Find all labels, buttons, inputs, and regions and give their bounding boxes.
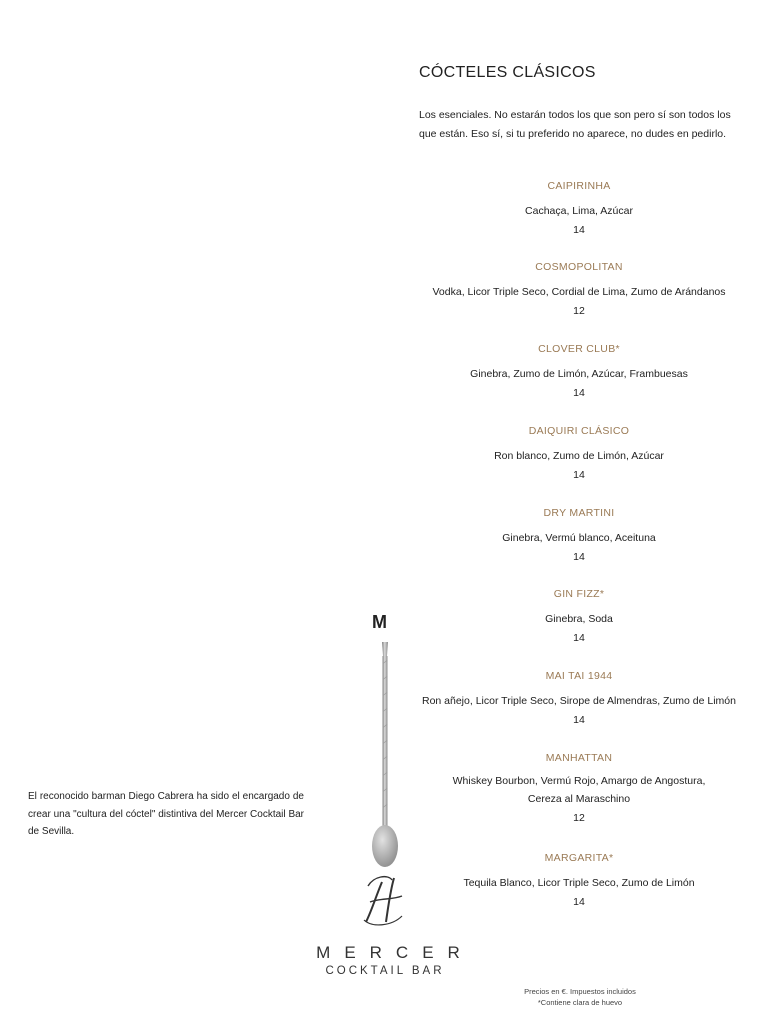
menu-item bbox=[410, 425, 748, 481]
prices-note: Precios en €. Impuestos incluidos bbox=[524, 987, 636, 996]
cocktail-price: 14 bbox=[573, 714, 585, 726]
cocktail-name: GIN FIZZ* bbox=[553, 588, 605, 600]
menu-item bbox=[410, 670, 748, 726]
cocktail-name: MARGARITA* bbox=[544, 852, 614, 864]
cocktail-name: DRY MARTINI bbox=[543, 507, 615, 519]
cocktail-price: 14 bbox=[573, 387, 585, 399]
cocktail-price: 14 bbox=[573, 551, 585, 563]
menu-item bbox=[410, 180, 748, 236]
egg-note: *Contiene clara de huevo bbox=[537, 998, 623, 1007]
cocktail-name: CAIPIRINHA bbox=[547, 180, 611, 192]
monogram-logo bbox=[358, 872, 408, 933]
cocktail-name: MANHATTAN bbox=[545, 752, 613, 764]
menu-item bbox=[410, 343, 748, 399]
cocktail-ingredients: Ron blanco, Zumo de Limón, Azúcar bbox=[494, 450, 664, 462]
cocktail-ingredients: Ron añejo, Licor Triple Seco, Sirope de Almendras, Zumo de Limón bbox=[421, 695, 736, 707]
section-intro: Los esenciales. No estarán todos los que son pero sí son todos los que están. Eso sí, si tu preferido no aparece, no dudes en pedirlo. bbox=[419, 109, 731, 140]
menu-item bbox=[410, 261, 748, 317]
cocktail-ingredients: Cachaça, Lima, Azúcar bbox=[525, 205, 633, 217]
section-title: CÓCTELES CLÁSICOS bbox=[419, 64, 596, 81]
menu-item bbox=[410, 852, 748, 908]
cocktail-price: 14 bbox=[573, 896, 585, 908]
menu-item bbox=[410, 752, 748, 824]
cocktail-ingredients: Ginebra, Zumo de Limón, Azúcar, Frambuesas bbox=[470, 368, 688, 380]
cocktail-price: 14 bbox=[573, 469, 585, 481]
cocktail-price: 14 bbox=[573, 632, 585, 644]
cocktail-ingredients: Vodka, Licor Triple Seco, Cordial de Lima, Zumo de Arándanos bbox=[432, 286, 726, 298]
brand-name: MERCER bbox=[316, 943, 474, 962]
logo-letter: M bbox=[372, 612, 387, 632]
cocktail-name: COSMOPOLITAN bbox=[535, 261, 623, 273]
cocktail-price: 12 bbox=[573, 305, 585, 317]
cocktail-ingredients: Ginebra, Soda bbox=[545, 613, 613, 625]
cocktail-ingredients: Tequila Blanco, Licor Triple Seco, Zumo de Limón bbox=[463, 877, 695, 889]
cocktail-ingredients: Ginebra, Vermú blanco, Aceituna bbox=[502, 532, 656, 544]
side-note: El reconocido barman Diego Cabrera ha sido el encargado de crear una "cultura del cóctel" distintiva del Mercer Cocktail Bar de Sevilla. bbox=[28, 791, 304, 837]
cocktail-price: 12 bbox=[573, 812, 585, 824]
cocktail-name: MAI TAI 1944 bbox=[545, 670, 613, 682]
footer-notes bbox=[480, 986, 680, 1008]
brand-subtitle: COCKTAIL BAR bbox=[325, 965, 445, 977]
cocktail-ingredients: Whiskey Bourbon, Vermú Rojo, Amargo de Angostura, Cereza al Maraschino bbox=[452, 775, 706, 805]
cocktail-price: 14 bbox=[573, 224, 585, 236]
menu-item bbox=[410, 588, 748, 644]
cocktail-name: DAIQUIRI CLÁSICO bbox=[528, 425, 630, 437]
cocktail-name: CLOVER CLUB* bbox=[538, 343, 620, 355]
bar-spoon-icon bbox=[368, 640, 404, 875]
menu-item bbox=[410, 507, 748, 563]
